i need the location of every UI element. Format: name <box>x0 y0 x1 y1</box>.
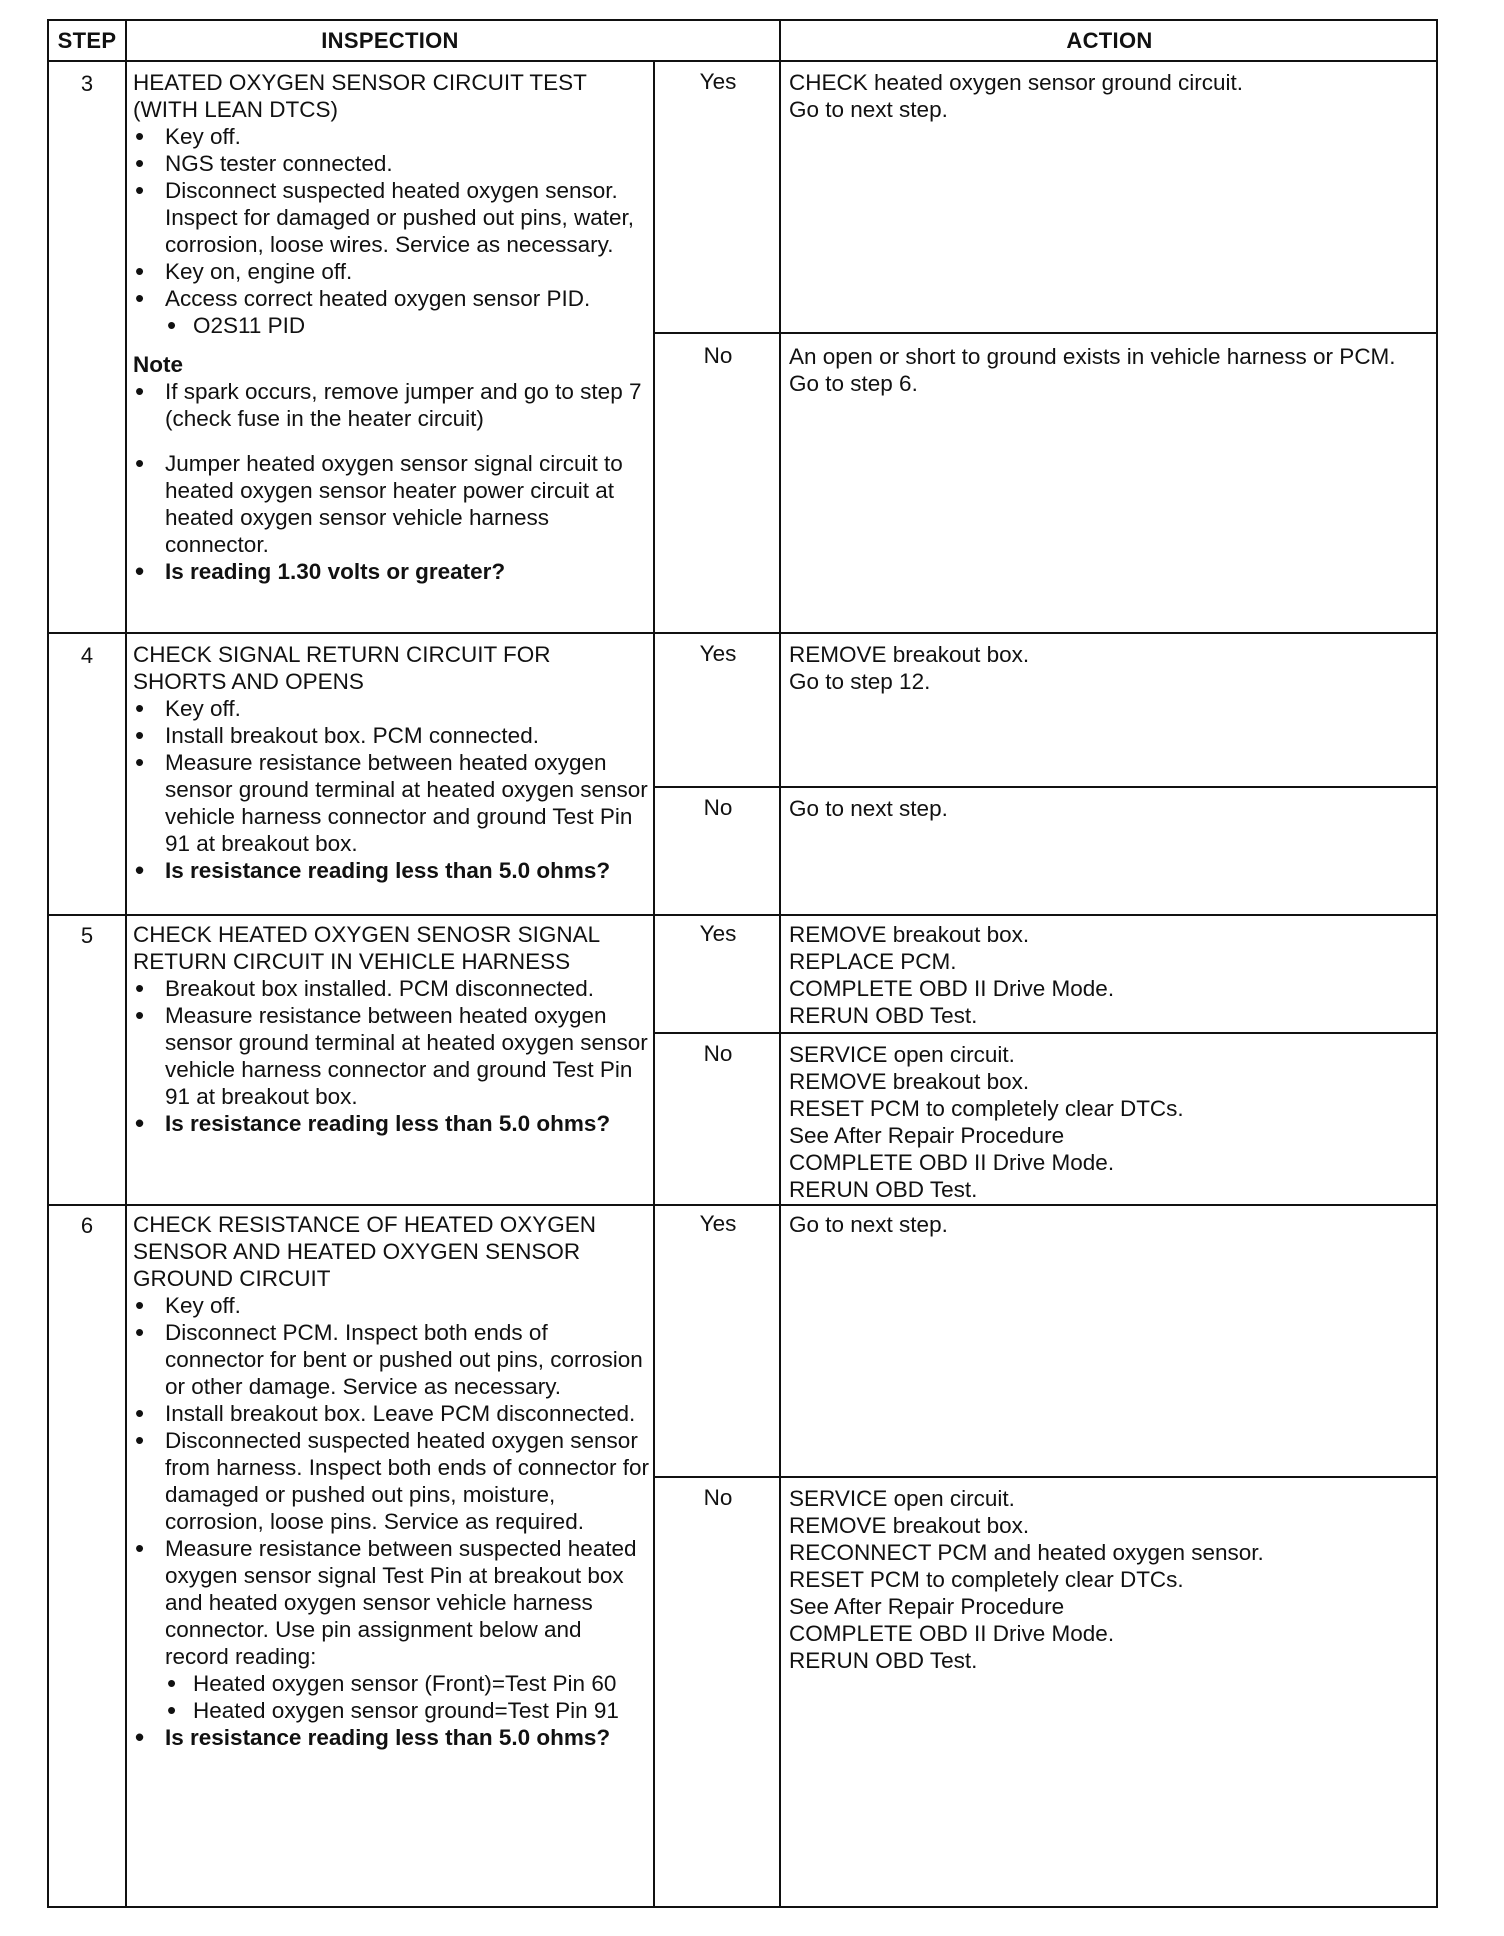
header-action: ACTION <box>1066 28 1153 53</box>
no-label: No <box>703 343 733 368</box>
inspection-sub-bullet: • Heated oxygen sensor ground=Test Pin 91 <box>165 1697 649 1724</box>
inspection-question: • Is reading 1.30 volts or greater? <box>133 558 649 585</box>
inspection-bullet: • Disconnect suspected heated oxygen sensor. Inspect for damaged or pushed out pins, water, corrosion, loose wires. Service as necessary. <box>133 177 649 258</box>
yes-action: REMOVE breakout box. REPLACE PCM. COMPLETE OBD II Drive Mode. RERUN OBD Test. <box>789 922 1115 1028</box>
inspection-sub-bullet: • Heated oxygen sensor (Front)=Test Pin 60 <box>165 1670 649 1697</box>
no-action: An open or short to ground exists in vehicle harness or PCM. Go to step 6. <box>789 344 1396 396</box>
inspection-bullet: • Key off. <box>133 695 649 722</box>
yes-action: CHECK heated oxygen sensor ground circuit. Go to next step. <box>789 70 1243 122</box>
row-divider <box>49 1204 1438 1206</box>
inspection-question: • Is resistance reading less than 5.0 ohms? <box>133 857 649 884</box>
inspection-bullet: • Key off. <box>133 123 649 150</box>
yes-label: Yes <box>699 641 737 666</box>
step-number: 5 <box>80 923 94 948</box>
row-divider <box>49 632 1438 634</box>
inspection-question: • Is resistance reading less than 5.0 ohms? <box>133 1110 649 1137</box>
yes-no-divider <box>653 1476 1438 1478</box>
no-label: No <box>703 1041 733 1066</box>
no-label: No <box>703 795 733 820</box>
inspection-bullet: • NGS tester connected. <box>133 150 649 177</box>
inspection-title: CHECK HEATED OXYGEN SENOSR SIGNAL RETURN CIRCUIT IN VEHICLE HARNESS <box>133 922 600 974</box>
inspection-bullet: • Disconnect PCM. Inspect both ends of connector for bent or pushed out pins, corrosion or other damage. Service as necessary. <box>133 1319 649 1400</box>
header-step: STEP <box>57 28 117 53</box>
inspection-bullet: • Key off. <box>133 1292 649 1319</box>
yes-action: Go to next step. <box>789 1212 948 1237</box>
inspection-bullet: • Measure resistance between suspected heated oxygen sensor signal Test Pin at breakout box and heated oxygen sensor vehicle harness connector. Use pin assignment below and record reading: <box>133 1535 649 1670</box>
inspection-bullet: • Measure resistance between heated oxygen sensor ground terminal at heated oxygen sensor vehicle harness connector and ground Test Pin 91 at breakout box. <box>133 1002 649 1110</box>
inspection-bullet: • Key on, engine off. <box>133 258 649 285</box>
yes-no-divider <box>653 1032 1438 1034</box>
col-divider-step <box>125 21 127 1908</box>
inspection-title: CHECK SIGNAL RETURN CIRCUIT FOR SHORTS AND OPENS <box>133 642 551 694</box>
no-action: SERVICE open circuit. REMOVE breakout box. RESET PCM to completely clear DTCs. See After Repair Procedure COMPLETE OBD II Drive Mode. RERUN OBD Test. <box>789 1042 1184 1202</box>
inspection-bullet: • Install breakout box. Leave PCM disconnected. <box>133 1400 649 1427</box>
inspection-bullet: • Measure resistance between heated oxygen sensor ground terminal at heated oxygen sensor vehicle harness connector and ground Test Pin 91 at breakout box. <box>133 749 649 857</box>
yes-action: REMOVE breakout box. Go to step 12. <box>789 642 1030 694</box>
yes-no-divider <box>653 786 1438 788</box>
step-number: 4 <box>80 643 94 668</box>
yes-no-divider <box>653 332 1438 334</box>
inspection-sub-bullet: • O2S11 PID <box>165 312 649 339</box>
row-divider <box>49 914 1438 916</box>
diagnostic-table <box>47 19 1438 1908</box>
inspection-step-3 <box>133 69 649 585</box>
note-label: Note <box>133 352 183 377</box>
step-number: 6 <box>80 1213 94 1238</box>
step-number: 3 <box>80 71 94 96</box>
note-bullet: • If spark occurs, remove jumper and go to step 7 (check fuse in the heater circuit) <box>133 378 649 432</box>
yes-label: Yes <box>699 921 737 946</box>
header-inspection: INSPECTION <box>321 28 459 53</box>
inspection-bullet: • Disconnected suspected heated oxygen sensor from harness. Inspect both ends of connector for damaged or pushed out pins, moisture, corrosion, loose pins. Service as required. <box>133 1427 649 1535</box>
no-label: No <box>703 1485 733 1510</box>
no-action: Go to next step. <box>789 796 948 821</box>
inspection-question: • Is resistance reading less than 5.0 ohms? <box>133 1724 649 1751</box>
inspection-bullet: • Install breakout box. PCM connected. <box>133 722 649 749</box>
inspection-bullet: • Jumper heated oxygen sensor signal circuit to heated oxygen sensor heater power circuit at heated oxygen sensor vehicle harness connector. <box>133 450 649 558</box>
inspection-title: HEATED OXYGEN SENSOR CIRCUIT TEST (WITH LEAN DTCS) <box>133 70 587 122</box>
inspection-step-6 <box>133 1211 649 1751</box>
yes-label: Yes <box>699 69 737 94</box>
inspection-title: CHECK RESISTANCE OF HEATED OXYGEN SENSOR AND HEATED OXYGEN SENSOR GROUND CIRCUIT <box>133 1212 596 1291</box>
inspection-bullet: • Access correct heated oxygen sensor PID. <box>133 285 649 312</box>
inspection-bullet: • Breakout box installed. PCM disconnected. <box>133 975 649 1002</box>
yes-label: Yes <box>699 1211 737 1236</box>
inspection-step-4 <box>133 641 649 884</box>
col-divider-yesno <box>653 61 655 1908</box>
no-action: SERVICE open circuit. REMOVE breakout box. RECONNECT PCM and heated oxygen sensor. RESET PCM to completely clear DTCs. See After Repair Procedure COMPLETE OBD II Drive Mode. RERUN OBD Test. <box>789 1486 1264 1673</box>
inspection-step-5 <box>133 921 649 1137</box>
